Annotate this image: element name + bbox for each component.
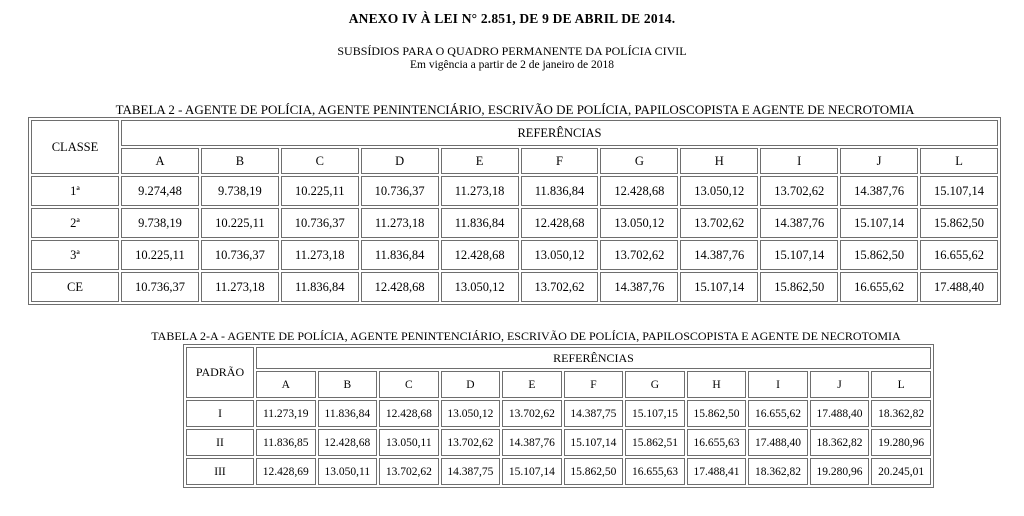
- salary-cell: 13.050,12: [441, 272, 519, 302]
- ref-column-header-B: B: [201, 148, 279, 174]
- salary-cell: 15.862,51: [625, 429, 685, 456]
- salary-cell: 13.050,12: [680, 176, 758, 206]
- ref-column-header-F: F: [521, 148, 599, 174]
- salary-cell: 10.736,37: [201, 240, 279, 270]
- salary-cell: 14.387,75: [441, 458, 501, 485]
- salary-cell: 10.225,11: [281, 176, 359, 206]
- ref-column-header-I: I: [748, 371, 808, 398]
- document-title: ANEXO IV À LEI N° 2.851, DE 9 DE ABRIL DE 2014.: [348, 11, 676, 26]
- tabela-2-caption: TABELA 2 - AGENTE DE POLÍCIA, AGENTE PENINTENCIÁRIO, ESCRIVÃO DE POLÍCIA, PAPILOSCOPISTA E AGENTE DE NECROTOMIA: [115, 102, 915, 117]
- salary-cell: 19.280,96: [810, 458, 870, 485]
- salary-cell: 13.702,62: [502, 400, 562, 427]
- row-label: II: [186, 429, 254, 456]
- salary-cell: 13.702,62: [760, 176, 838, 206]
- salary-cell: 11.836,84: [441, 208, 519, 238]
- ref-column-header-C: C: [379, 371, 439, 398]
- salary-cell: 9.738,19: [121, 208, 199, 238]
- classe-column-header: CLASSE: [31, 120, 119, 174]
- row-label: 3ª: [31, 240, 119, 270]
- salary-cell: 16.655,62: [920, 240, 998, 270]
- salary-cell: 14.387,76: [760, 208, 838, 238]
- table-row: [31, 240, 998, 270]
- salary-cell: 15.107,14: [920, 176, 998, 206]
- table-row: [31, 176, 998, 206]
- salary-cell: 10.736,37: [121, 272, 199, 302]
- salary-cell: 18.362,82: [810, 429, 870, 456]
- tabela-2-header: [31, 120, 998, 174]
- salary-cell: 10.736,37: [361, 176, 439, 206]
- salary-cell: 11.836,84: [318, 400, 378, 427]
- table-row: [186, 429, 931, 456]
- salary-cell: 13.702,62: [680, 208, 758, 238]
- salary-cell: 11.836,84: [361, 240, 439, 270]
- salary-cell: 9.738,19: [201, 176, 279, 206]
- row-label: 2ª: [31, 208, 119, 238]
- table-row: [31, 208, 998, 238]
- salary-cell: 15.107,14: [502, 458, 562, 485]
- ref-column-header-L: L: [920, 148, 998, 174]
- ref-column-header-A: A: [256, 371, 316, 398]
- ref-column-header-H: H: [687, 371, 747, 398]
- ref-column-header-G: G: [600, 148, 678, 174]
- ref-column-header-C: C: [281, 148, 359, 174]
- salary-cell: 16.655,62: [748, 400, 808, 427]
- table-row: [186, 458, 931, 485]
- referencias-group-header: REFERÊNCIAS: [121, 120, 998, 146]
- row-label: I: [186, 400, 254, 427]
- salary-cell: 13.050,11: [379, 429, 439, 456]
- salary-cell: 15.107,14: [840, 208, 918, 238]
- document-subtitle: SUBSÍDIOS PARA O QUADRO PERMANENTE DA POLÍCIA CIVIL: [337, 44, 687, 58]
- salary-cell: 12.428,69: [256, 458, 316, 485]
- row-label: CE: [31, 272, 119, 302]
- ref-column-header-I: I: [760, 148, 838, 174]
- salary-cell: 15.862,50: [760, 272, 838, 302]
- ref-column-header-G: G: [625, 371, 685, 398]
- referencias-group-header: REFERÊNCIAS: [256, 347, 931, 369]
- salary-cell: 14.387,75: [564, 400, 624, 427]
- salary-cell: 9.274,48: [121, 176, 199, 206]
- salary-cell: 14.387,76: [502, 429, 562, 456]
- salary-cell: 13.050,12: [441, 400, 501, 427]
- salary-cell: 20.245,01: [871, 458, 931, 485]
- table-row: [186, 400, 931, 427]
- ref-column-header-J: J: [840, 148, 918, 174]
- salary-cell: 15.107,14: [760, 240, 838, 270]
- salary-cell: 14.387,76: [680, 240, 758, 270]
- salary-cell: 13.702,62: [379, 458, 439, 485]
- salary-cell: 10.225,11: [201, 208, 279, 238]
- ref-column-header-E: E: [441, 148, 519, 174]
- salary-cell: 13.050,12: [600, 208, 678, 238]
- tabela-2a-caption: TABELA 2-A - AGENTE DE POLÍCIA, AGENTE PENINTENCIÁRIO, ESCRIVÃO DE POLÍCIA, PAPILOSCOPISTA E AGENTE DE NECROTOMIA: [151, 329, 901, 343]
- salary-cell: 13.702,62: [441, 429, 501, 456]
- salary-cell: 13.050,12: [521, 240, 599, 270]
- tabela-2a: [183, 344, 934, 488]
- ref-column-header-H: H: [680, 148, 758, 174]
- salary-cell: 15.862,50: [564, 458, 624, 485]
- salary-cell: 11.836,84: [281, 272, 359, 302]
- salary-cell: 16.655,62: [840, 272, 918, 302]
- row-label: 1ª: [31, 176, 119, 206]
- salary-cell: 10.736,37: [281, 208, 359, 238]
- salary-cell: 12.428,68: [600, 176, 678, 206]
- padrao-column-header: PADRÃO: [186, 347, 254, 398]
- salary-cell: 11.273,18: [201, 272, 279, 302]
- ref-column-header-E: E: [502, 371, 562, 398]
- ref-column-header-D: D: [361, 148, 439, 174]
- salary-cell: 17.488,40: [748, 429, 808, 456]
- ref-column-header-D: D: [441, 371, 501, 398]
- salary-cell: 17.488,40: [920, 272, 998, 302]
- salary-cell: 16.655,63: [687, 429, 747, 456]
- salary-cell: 11.273,18: [281, 240, 359, 270]
- salary-cell: 15.107,14: [564, 429, 624, 456]
- salary-cell: 12.428,68: [379, 400, 439, 427]
- salary-cell: 15.107,15: [625, 400, 685, 427]
- salary-cell: 13.702,62: [521, 272, 599, 302]
- salary-cell: 11.273,18: [441, 176, 519, 206]
- salary-cell: 16.655,63: [625, 458, 685, 485]
- salary-cell: 14.387,76: [600, 272, 678, 302]
- salary-cell: 11.836,84: [521, 176, 599, 206]
- salary-cell: 19.280,96: [871, 429, 931, 456]
- ref-column-header-L: L: [871, 371, 931, 398]
- salary-cell: 13.702,62: [600, 240, 678, 270]
- salary-cell: 12.428,68: [361, 272, 439, 302]
- salary-cell: 12.428,68: [441, 240, 519, 270]
- salary-cell: 18.362,82: [748, 458, 808, 485]
- salary-cell: 15.862,50: [687, 400, 747, 427]
- salary-cell: 11.273,18: [361, 208, 439, 238]
- salary-cell: 18.362,82: [871, 400, 931, 427]
- salary-cell: 17.488,40: [810, 400, 870, 427]
- salary-cell: 13.050,11: [318, 458, 378, 485]
- salary-cell: 11.273,19: [256, 400, 316, 427]
- ref-column-header-A: A: [121, 148, 199, 174]
- effective-date-line: Em vigência a partir de 2 de janeiro de 2018: [409, 59, 615, 71]
- salary-cell: 15.862,50: [920, 208, 998, 238]
- salary-cell: 14.387,76: [840, 176, 918, 206]
- salary-cell: 12.428,68: [521, 208, 599, 238]
- ref-column-header-F: F: [564, 371, 624, 398]
- salary-cell: 12.428,68: [318, 429, 378, 456]
- salary-cell: 11.836,85: [256, 429, 316, 456]
- ref-column-header-B: B: [318, 371, 378, 398]
- salary-cell: 15.862,50: [840, 240, 918, 270]
- tabela-2: [28, 117, 1001, 305]
- salary-cell: 17.488,41: [687, 458, 747, 485]
- table-row: [31, 272, 998, 302]
- row-label: III: [186, 458, 254, 485]
- salary-cell: 15.107,14: [680, 272, 758, 302]
- ref-column-header-J: J: [810, 371, 870, 398]
- salary-cell: 10.225,11: [121, 240, 199, 270]
- tabela-2a-header: [186, 347, 931, 398]
